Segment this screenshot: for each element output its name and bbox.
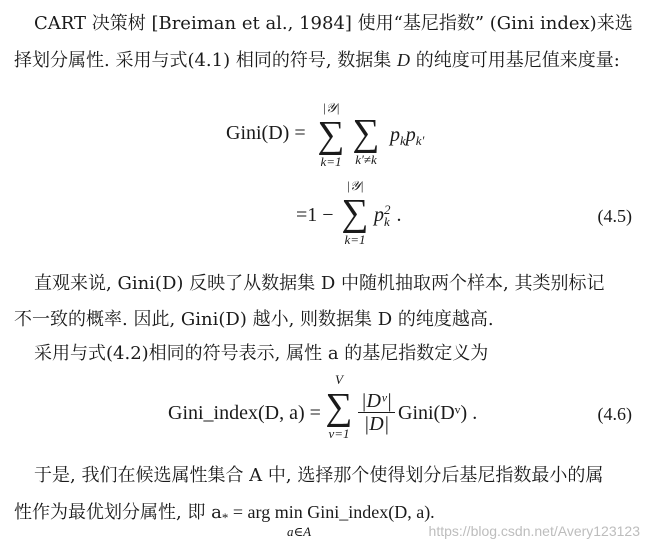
fraction: [358, 390, 395, 435]
subscript: *: [221, 510, 229, 525]
sum-upper-limit: |𝒴|: [346, 178, 364, 193]
text-line: 采用与式(4.2)相同的符号表示, 属性 a 的基尼指数定义为: [34, 343, 489, 364]
text-line: [14, 42, 636, 79]
sum-upper-limit: V: [335, 372, 343, 387]
equation-4-6-rhs: Gini(Dᵛ) .: [398, 402, 478, 424]
equation-4-6-lhs: Gini_index(D, a) =: [168, 402, 321, 424]
text-line: CART 决策树 [Breiman et al., 1984] 使用“基尼指数” (Gini index)来选: [34, 13, 633, 34]
sub-sup-stack: [384, 204, 391, 228]
equation-number-4-5: (4.5): [597, 206, 632, 226]
equation-4-5-line2-prefix: =1 −: [296, 204, 334, 226]
punctuation: .: [396, 204, 402, 226]
equation-4-5-term: [390, 124, 424, 149]
sum-lower-limit: v=1: [328, 426, 350, 441]
text-line: 不一致的概率. 因此, Gini(D) 越小, 则数据集 D 的纯度越高.: [14, 309, 494, 330]
superscript: 2: [384, 202, 391, 218]
equation-4-6-fraction: [356, 390, 397, 435]
math-variable: p: [405, 124, 416, 146]
sigma-symbol: ∑: [341, 192, 369, 234]
text-span: 性作为最优划分属性, 即 a: [14, 502, 222, 523]
text-span: 的纯度可用基尼值来度量:: [410, 50, 620, 71]
subscript: k: [400, 133, 406, 148]
text-span: = arg min Gini_index(D, a).: [228, 502, 435, 522]
summation-2: [346, 114, 386, 168]
paragraph-intro: [14, 6, 636, 79]
text-line: 于是, 我们在候选属性集合 A 中, 选择那个使得划分后基尼指数最小的属: [34, 465, 604, 486]
watermark-url: https://blog.csdn.net/Avery123123: [428, 523, 640, 539]
equation-4-5-lhs: Gini(D) =: [226, 122, 306, 144]
summation-3: [340, 178, 370, 248]
sum-upper-limit: |𝒴|: [322, 100, 340, 115]
sigma-symbol: ∑: [317, 114, 345, 156]
text-line: 直观来说, Gini(D) 反映了从数据集 D 中随机抽取两个样本, 其类别标记: [34, 273, 605, 294]
math-variable: p: [374, 204, 384, 226]
subscript: k: [384, 214, 390, 230]
fraction-denominator: |D|: [363, 413, 390, 435]
paragraph-gini-index-def: [14, 336, 636, 372]
summation-4: [324, 372, 354, 442]
summation-1: [316, 100, 346, 170]
subscript: k′: [415, 133, 425, 148]
sum-lower-limit: k′≠k: [355, 152, 377, 167]
math-variable: p: [390, 124, 400, 146]
sum-lower-limit: k=1: [344, 232, 366, 247]
sigma-symbol: ∑: [352, 112, 380, 154]
paragraph-gini-meaning: [14, 266, 636, 338]
fraction-numerator: |Dᵛ|: [358, 390, 395, 413]
equation-4-5-line2-term: [374, 204, 402, 228]
sum-lower-limit: k=1: [320, 154, 342, 169]
text-span: 择划分属性. 采用与式(4.1) 相同的符号, 数据集: [14, 50, 397, 71]
math-variable: D: [397, 50, 410, 70]
equation-number-4-6: (4.6): [597, 404, 632, 424]
sigma-symbol: ∑: [325, 386, 353, 428]
argmin-subscript: a∈A: [287, 524, 312, 539]
